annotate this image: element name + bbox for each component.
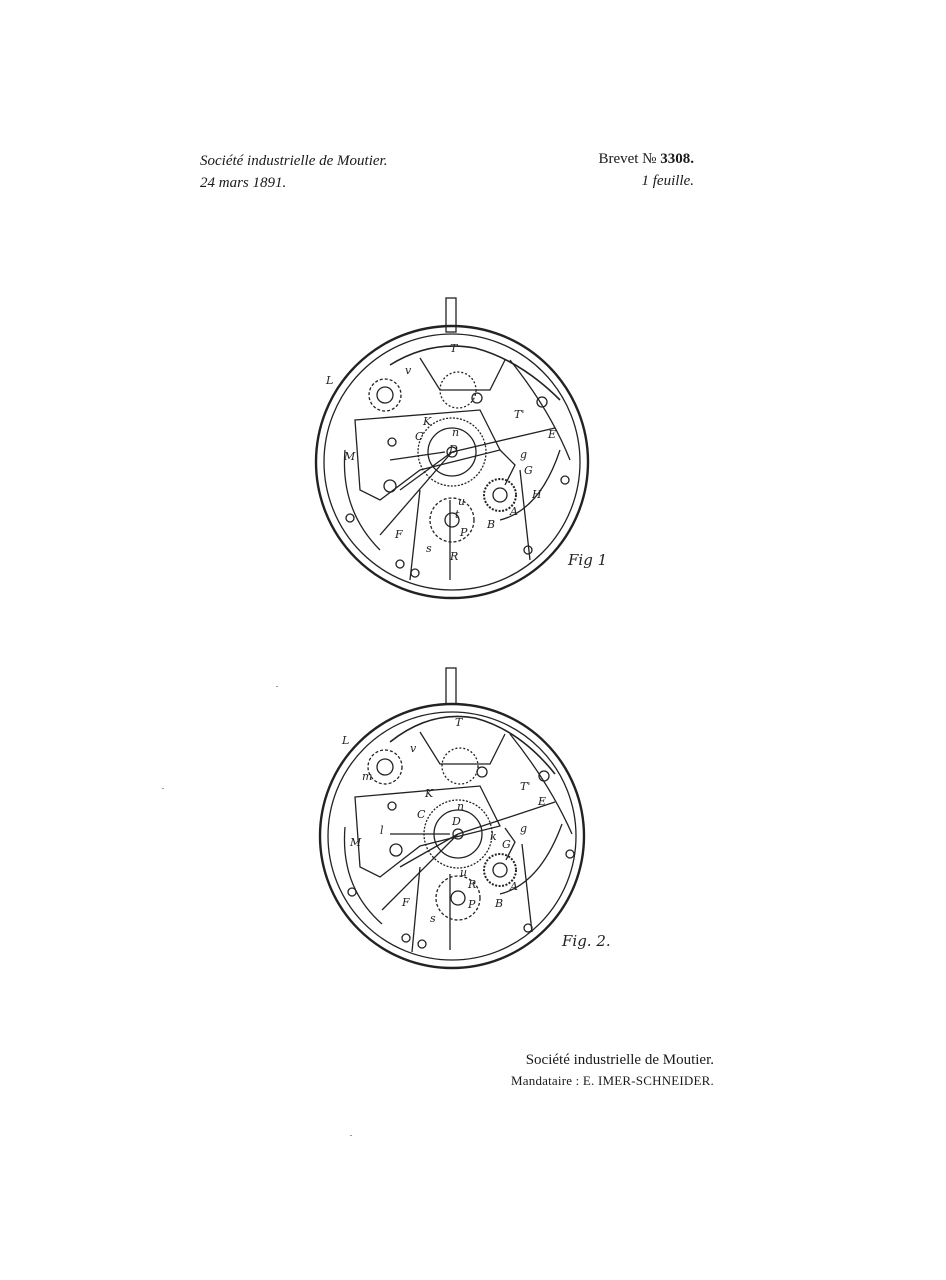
label-s: s xyxy=(430,912,436,925)
label-B: B xyxy=(495,897,504,910)
label-C: C xyxy=(417,808,426,821)
label-C: C xyxy=(415,430,424,443)
stem-shape xyxy=(446,668,456,704)
label-m: m xyxy=(362,770,373,783)
header-left xyxy=(200,150,387,194)
label-R: R xyxy=(450,550,459,563)
label-A: A xyxy=(510,505,518,518)
label-H: H xyxy=(532,488,542,501)
label-F: F xyxy=(402,896,410,909)
figure-1-drawing xyxy=(300,290,600,610)
label-T: T xyxy=(455,716,463,729)
footer-signature xyxy=(486,1049,714,1091)
label-g: g xyxy=(520,448,528,461)
patent-prefix: Brevet № xyxy=(598,151,661,167)
scan-speck xyxy=(276,686,278,687)
label-n: n xyxy=(457,800,465,813)
figure-2-caption: Fig. 2. xyxy=(562,932,611,950)
label-G: G xyxy=(524,464,533,477)
label-v: v xyxy=(405,364,412,377)
figure-2-drawing xyxy=(300,662,600,982)
scan-speck xyxy=(350,1135,352,1136)
footer-agent: Mandataire : E. IMER-SCHNEIDER. xyxy=(511,1073,714,1088)
label-K: K xyxy=(423,415,432,428)
label-P: P xyxy=(460,526,468,539)
label-A: A xyxy=(510,880,518,893)
figure-1-caption: Fig 1 xyxy=(568,551,608,569)
label-P: P xyxy=(468,898,476,911)
label-G: G xyxy=(502,838,511,851)
label-D: D xyxy=(449,443,458,456)
label-k: k xyxy=(490,830,497,843)
scan-speck xyxy=(162,788,164,789)
label-T: T xyxy=(450,342,458,355)
label-t: t xyxy=(455,508,460,521)
label-n: n xyxy=(452,426,460,439)
label-L: L xyxy=(326,374,334,387)
label-g: g xyxy=(520,822,528,835)
header-right xyxy=(520,148,694,192)
label-E: E xyxy=(538,795,547,808)
label-v: v xyxy=(410,742,417,755)
label-l: l xyxy=(380,824,384,837)
label-L: L xyxy=(342,734,350,747)
label-D: D xyxy=(452,815,461,828)
label-T-prime: T' xyxy=(520,780,531,793)
footer-company: Société industrielle de Moutier. xyxy=(525,1052,714,1068)
header-date: 24 mars 1891. xyxy=(200,175,287,191)
label-R: R xyxy=(468,878,477,891)
label-s: s xyxy=(426,542,432,555)
label-M: M xyxy=(344,450,356,463)
header-company: Société industrielle de Moutier. xyxy=(200,153,388,169)
label-u: u xyxy=(460,866,468,879)
sheet-count: 1 feuille. xyxy=(641,173,694,189)
label-M: M xyxy=(350,836,362,849)
patent-number: 3308. xyxy=(660,151,694,167)
label-u: u xyxy=(458,495,466,508)
label-K: K xyxy=(425,787,434,800)
label-T-prime: T' xyxy=(514,408,525,421)
label-F: F xyxy=(395,528,403,541)
label-B: B xyxy=(487,518,496,531)
label-E: E xyxy=(548,428,557,441)
